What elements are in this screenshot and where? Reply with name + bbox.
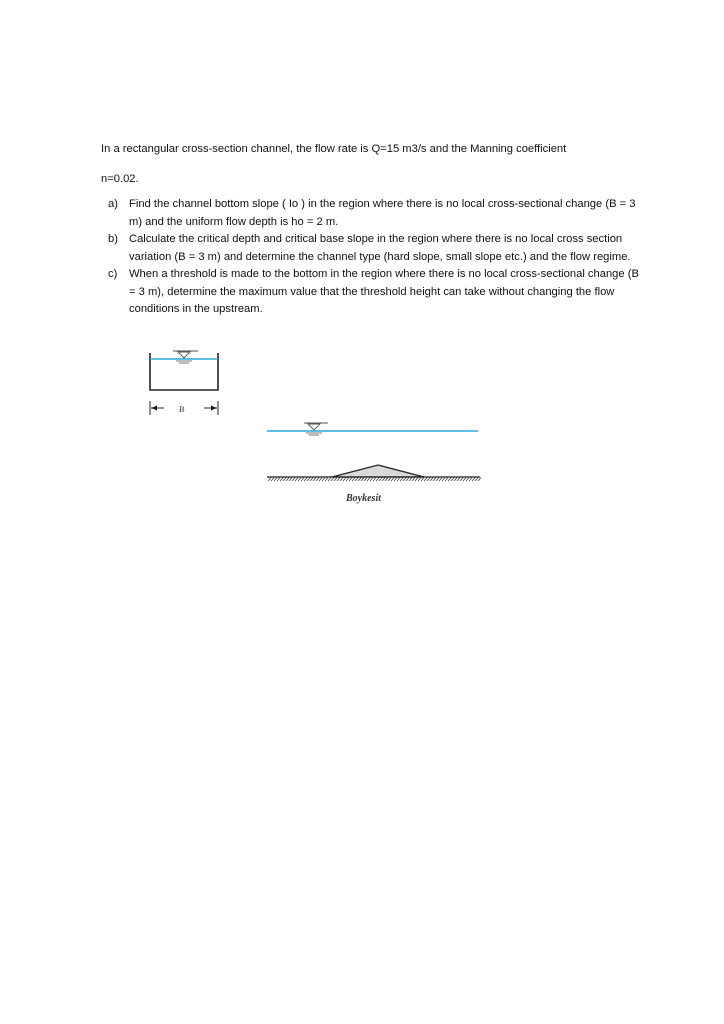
bed-hatching: [268, 478, 481, 482]
channel-profile-figure: [262, 415, 487, 510]
question-c-marker: c): [108, 268, 118, 280]
question-a: [101, 196, 646, 231]
question-list: [101, 196, 646, 319]
problem-intro-continued: n=0.02.: [101, 173, 139, 185]
problem-intro: In a rectangular cross-section channel, the flow rate is Q=15 m3/s and the Manning coefficient: [101, 143, 567, 155]
question-a-marker: a): [108, 198, 118, 210]
profile-water-level-symbol-icon: [304, 423, 328, 435]
question-b-marker: b): [108, 233, 118, 245]
profile-caption: Boykesit: [346, 493, 381, 504]
width-label: B: [179, 404, 185, 414]
question-b: [101, 231, 646, 266]
question-c-text: When a threshold is made to the bottom in the region where there is no local cross-sectional change (B = 3 m), determine the maximum value that the threshold height can take without changing the flow conditions in the upstream.: [129, 268, 639, 315]
question-a-text: Find the channel bottom slope ( Io ) in the region where there is no local cross-sectional change (B = 3 m) and the uniform flow depth is ho = 2 m.: [129, 198, 636, 228]
water-level-symbol-icon: [173, 351, 198, 363]
question-c: [101, 266, 646, 319]
channel-cross-section-figure: [140, 345, 230, 420]
question-b-text: Calculate the critical depth and critical base slope in the region where there is no local cross section variation (B = 3 m) and determine the channel type (hard slope, small slope etc.) and the flow regime.: [129, 233, 631, 263]
threshold-sill: [332, 465, 424, 477]
